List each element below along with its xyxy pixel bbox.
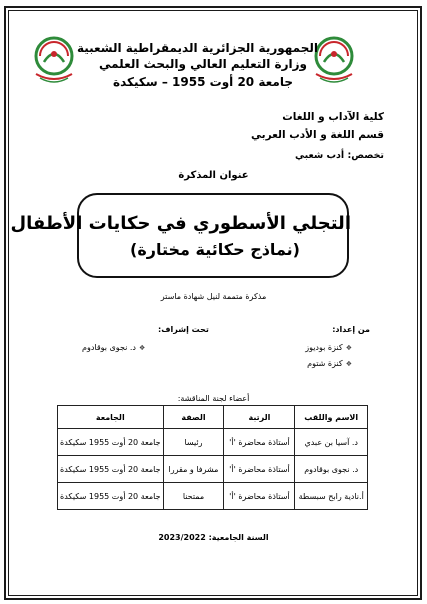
member-rank: أستاذة محاضرة 'أ' [224,456,295,483]
supervisor-item [82,343,145,352]
member-role: ممتحنا [163,483,224,510]
column-header-rank: الرتبة [224,406,295,429]
member-university: جامعة 20 أوت 1955 سكيكدة [58,483,164,510]
member-university: جامعة 20 أوت 1955 سكيكدة [58,456,164,483]
member-university: جامعة 20 أوت 1955 سكيكدة [58,429,164,456]
bullet-icon: ❖ [138,343,146,352]
committee-label: أعضاء لجنة المناقشة: [177,394,250,403]
department-name: قسم اللغة و الأدب العربي [251,129,384,141]
table-row [58,456,368,483]
table-header-row [58,406,368,429]
member-role: رئيسا [163,429,224,456]
author-item [305,343,352,352]
university-logo-icon [30,34,78,86]
author-name: كنزة بوديوز [305,343,343,352]
prepared-by-label: من إعداد: [332,325,370,334]
member-rank: أستاذة محاضرة 'أ' [224,483,295,510]
author-item [307,359,352,368]
table-row [58,429,368,456]
member-name: د. نجوى بوقادوم [295,456,368,483]
supervisor-label: تحت إشراف: [158,325,209,334]
degree-statement: مذكرة متممة لنيل شهادة ماستر [160,292,267,301]
column-header-role: الصفة [163,406,224,429]
thesis-subtitle: (نماذج حكائية مختارة) [130,240,300,259]
bullet-icon: ❖ [345,343,352,352]
faculty-name: كلية الآداب و اللغات [282,111,384,123]
table-row [58,483,368,510]
ministry-name: وزارة التعليم العالي والبحث العلمي [98,57,308,71]
memo-title-label: عنوان المذكرة [178,170,249,181]
author-name: كنزة شتوم [307,359,343,368]
supervisor-name: د. نجوى بوقادوم [82,343,136,352]
academic-year: السنة الجامعية: 2023/2022 [158,533,269,542]
committee-table [57,405,368,510]
member-rank: أستاذة محاضرة 'أ' [224,429,295,456]
bullet-icon: ❖ [345,359,352,368]
column-header-name: الاسم واللقب [295,406,368,429]
thesis-title: التجلي الأسطوري في حكايات الأطفال [10,213,351,234]
member-name: د. آسيا بن عبدي [295,429,368,456]
member-role: مشرفا و مقررا [163,456,224,483]
column-header-university: الجامعة [58,406,164,429]
specialty: تخصص: أدب شعبي [294,150,384,161]
republic-name: الجمهورية الجزائرية الديمقراطية الشعبية [76,41,318,55]
university-name: جامعة 20 أوت 1955 – سكيكدة [113,75,293,89]
member-name: أ.نادية رابح سبسطة [295,483,368,510]
title-box [10,193,351,278]
